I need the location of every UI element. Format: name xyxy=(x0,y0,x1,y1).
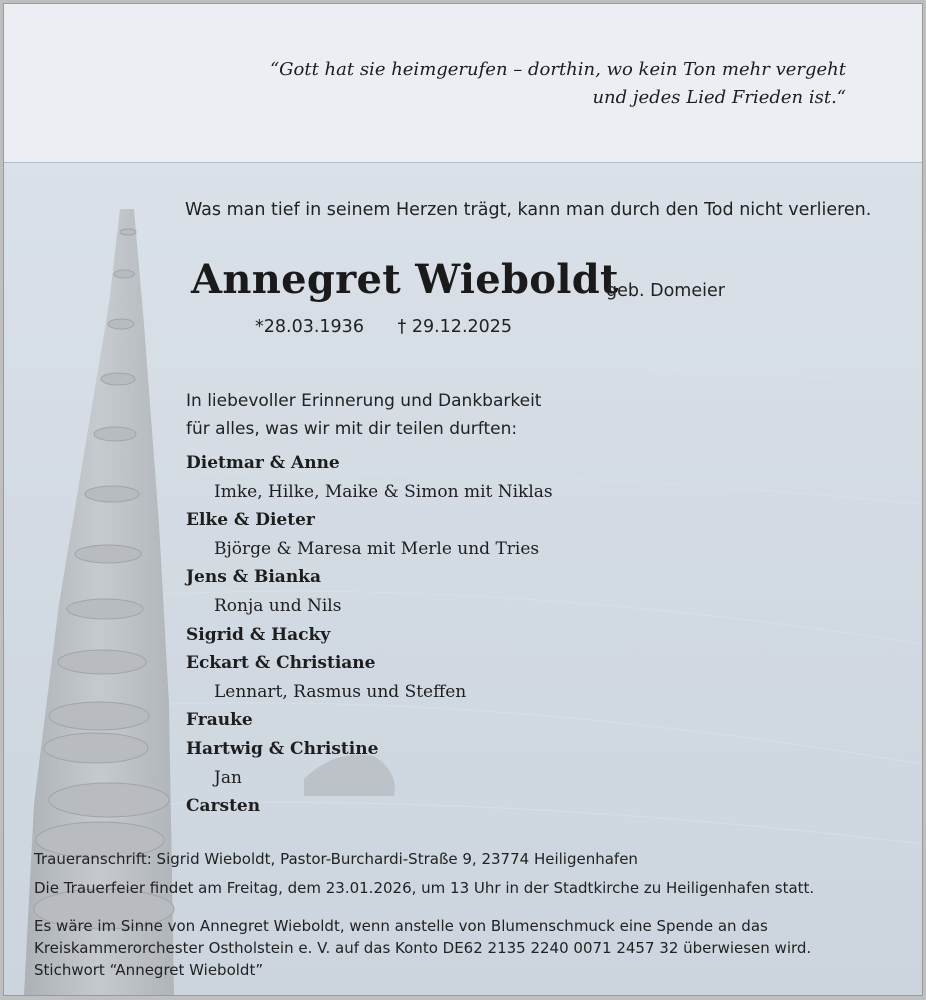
death-date: † 29.12.2025 xyxy=(397,317,513,337)
quote-line-2: und jedes Lied Frieden ist.“ xyxy=(592,87,846,108)
memory-line-1: In liebevoller Erinnerung und Dankbarkeit xyxy=(186,391,542,411)
family-list xyxy=(186,449,553,821)
donation-line-3: Stichwort “Annegret Wieboldt” xyxy=(34,961,264,979)
family-entry: Elke & Dieter xyxy=(186,510,315,531)
memory-text xyxy=(186,387,541,443)
family-entry: Imke, Hilke, Maike & Simon mit Niklas xyxy=(214,481,553,502)
family-entry: Frauke xyxy=(186,710,253,731)
donation-line-1: Es wäre im Sinne von Annegret Wieboldt, wenn anstelle von Blumenschmuck eine Spende an das xyxy=(34,917,768,935)
family-entry: Ronja und Nils xyxy=(214,595,342,616)
family-entry: Carsten xyxy=(186,796,261,817)
memory-line-2: für alles, was wir mit dir teilen durften: xyxy=(186,419,518,439)
family-entry: Eckart & Christiane xyxy=(186,653,376,674)
life-dates xyxy=(255,317,512,337)
quote xyxy=(206,56,846,112)
birth-name: geb. Domeier xyxy=(606,281,725,301)
quote-line-1: “Gott hat sie heimgerufen – dorthin, wo kein Ton mehr vergeht xyxy=(269,59,846,80)
family-entry: Lennart, Rasmus und Steffen xyxy=(214,681,467,702)
family-entry: Jens & Bianka xyxy=(186,567,321,588)
family-entry: Sigrid & Hacky xyxy=(186,624,331,645)
donation-line-2: Kreiskammerorchester Ostholstein e. V. auf das Konto DE62 2135 2240 0071 2457 32 überwiesen wird. xyxy=(34,939,812,957)
motto: Was man tief in seinem Herzen trägt, kann man durch den Tod nicht verlieren. xyxy=(185,200,872,220)
obituary-card xyxy=(3,3,923,996)
family-entry: Björge & Maresa mit Merle und Tries xyxy=(214,538,540,559)
family-entry: Dietmar & Anne xyxy=(186,453,340,473)
deceased-name: Annegret Wieboldt xyxy=(191,256,619,303)
donation-notice xyxy=(34,915,811,981)
funeral-notice: Die Trauerfeier findet am Freitag, dem 23.01.2026, um 13 Uhr in der Stadtkirche zu Heiligenhafen statt. xyxy=(34,879,815,897)
birth-date: *28.03.1936 xyxy=(255,317,364,337)
mourning-address: Traueranschrift: Sigrid Wieboldt, Pastor-Burchardi-Straße 9, 23774 Heiligenhafen xyxy=(34,850,638,868)
family-entry: Hartwig & Christine xyxy=(186,738,379,759)
family-entry: Jan xyxy=(214,767,242,788)
